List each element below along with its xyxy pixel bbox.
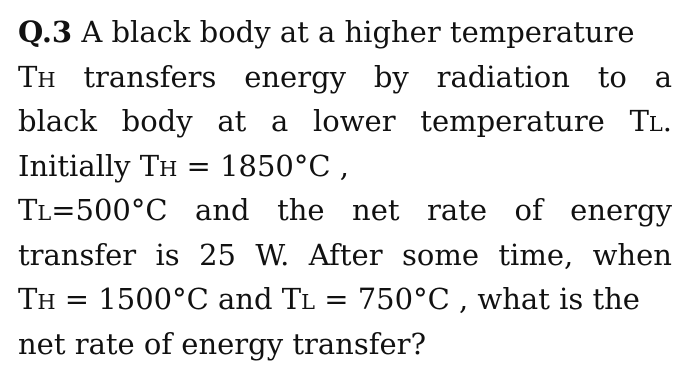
low-temp-value: =500°C (51, 193, 168, 227)
word: some (401, 237, 479, 272)
temp-symbol-t: T (18, 282, 38, 316)
question-line-1-text: A black body at a higher temperature (81, 15, 635, 49)
word: by (373, 59, 409, 94)
later-low-temp: = 750°C , what is the (314, 282, 640, 316)
subscript-h: H (159, 156, 178, 181)
question-number: Q.3 (18, 15, 73, 49)
word: rate (427, 193, 487, 227)
question-line-7 (18, 277, 672, 322)
word: lower (313, 104, 396, 138)
word: of (514, 193, 543, 227)
temp-symbol-t: T (18, 59, 38, 94)
word: body (121, 104, 193, 138)
word: time, (498, 237, 574, 272)
temp-low-symbol (630, 99, 672, 144)
word: and (195, 193, 250, 227)
word: is (155, 237, 180, 272)
word: to (597, 59, 627, 94)
word: when (592, 237, 672, 272)
question-line-1 (18, 10, 672, 55)
word: a (654, 59, 672, 94)
word: transfer (18, 237, 137, 272)
subscript-l: L (37, 201, 52, 226)
word: black (18, 104, 97, 138)
question-line-6 (18, 233, 672, 278)
temp-symbol-t: T (18, 193, 38, 227)
question-line-2 (18, 55, 672, 100)
word: transfers (83, 59, 217, 94)
power-value: 25 (199, 237, 236, 272)
word: energy (244, 59, 347, 94)
initial-label: Initially T (18, 148, 160, 183)
question-line-3 (18, 99, 672, 144)
word: energy (570, 193, 672, 227)
word: temperature (420, 104, 605, 138)
question-prompt: net rate of energy transfer? (18, 326, 427, 361)
question-text (18, 10, 672, 366)
word: radiation (436, 59, 570, 94)
word: a (271, 104, 289, 138)
initial-high-temp: = 1850°C , (177, 148, 350, 183)
subscript-h: H (37, 67, 56, 92)
word: at (217, 104, 247, 138)
question-line-5 (18, 188, 672, 233)
power-unit: W. (255, 237, 290, 272)
word: After (308, 237, 383, 272)
subscript-l: L (301, 290, 315, 315)
question-line-4 (18, 144, 672, 189)
temp-high-symbol (18, 55, 56, 100)
initial-low-temp (18, 188, 168, 233)
temp-symbol-t: T (629, 104, 649, 138)
later-high-temp: = 1500°C and T (55, 282, 302, 316)
period: . (662, 104, 672, 138)
subscript-h: H (37, 290, 56, 315)
subscript-l: L (648, 112, 663, 137)
word: the (277, 193, 325, 227)
word: net (352, 193, 400, 227)
question-line-8 (18, 322, 672, 366)
